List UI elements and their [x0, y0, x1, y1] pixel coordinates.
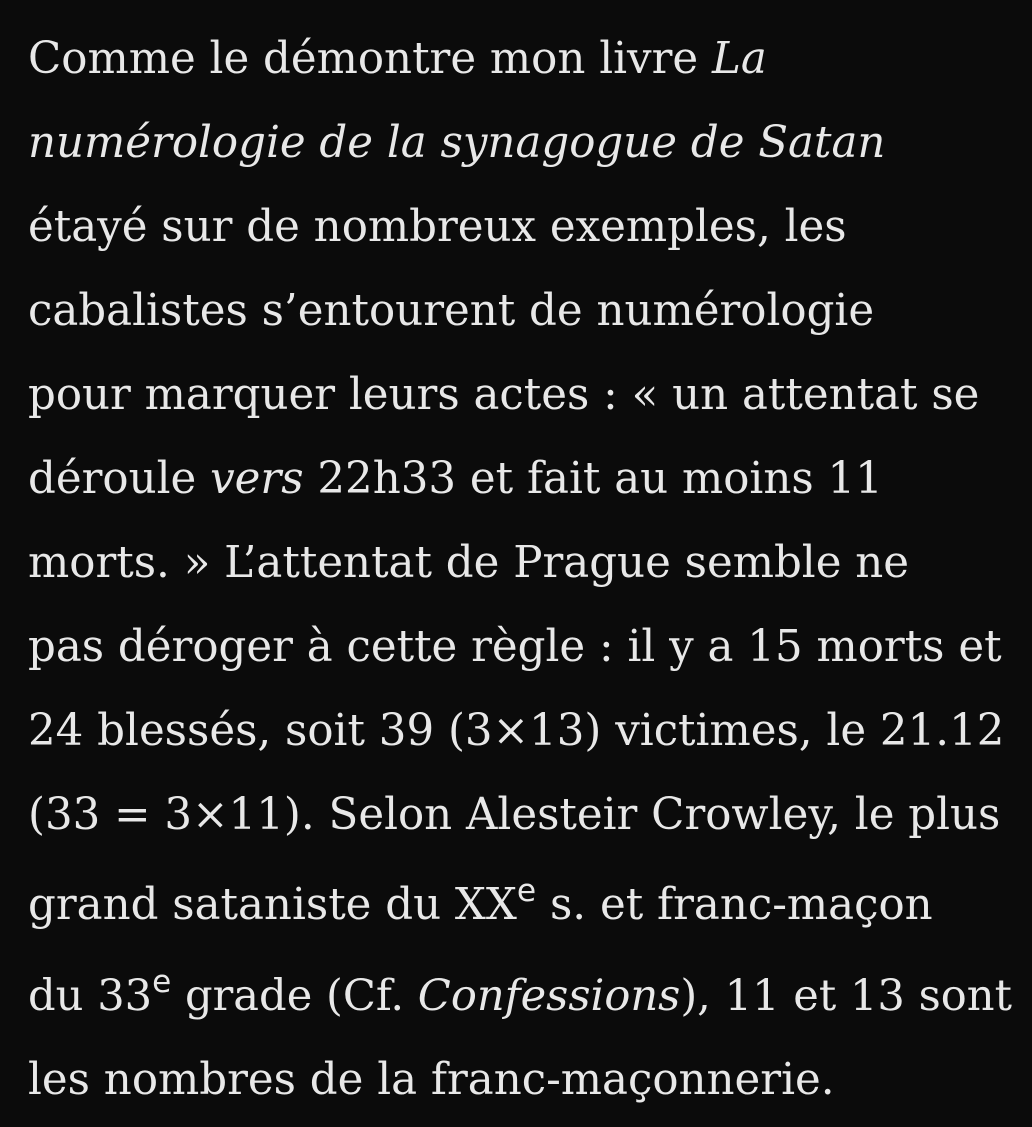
text-segment: s. et franc-maçon — [536, 880, 933, 930]
text-segment: déroule — [28, 454, 211, 504]
text-segment: 22h33 et fait au moins 11 — [303, 454, 883, 504]
superscript: e — [516, 873, 537, 909]
text-line-4 — [28, 286, 875, 336]
text-line-8 — [28, 622, 1002, 672]
superscript: e — [152, 964, 172, 1001]
text-segment: pas déroger à cette règle : il y a 15 morts et — [28, 622, 1002, 672]
text-line-3 — [28, 202, 847, 252]
text-line-10 — [28, 790, 1001, 840]
book-title-italic: numérologie de la synagogue de Satan — [28, 118, 886, 168]
text-line-2 — [28, 118, 886, 168]
book-title-italic: Confessions — [417, 971, 681, 1021]
text-segment: (33 = 3×11). Selon Alesteir Crowley, le plus — [28, 790, 1001, 840]
text-segment: du 33 — [28, 971, 153, 1021]
text-line-7 — [28, 538, 910, 588]
text-segment: morts. » L’attentat de Prague semble ne — [28, 538, 910, 588]
text-line-1 — [28, 34, 767, 84]
text-line-9 — [28, 706, 1005, 756]
italic-word: vers — [210, 454, 304, 504]
text-line-13 — [28, 1055, 835, 1105]
text-line-6 — [28, 454, 883, 504]
text-segment: grade (Cf. — [171, 971, 418, 1021]
text-segment: étayé sur de nombreux exemples, les — [28, 202, 847, 252]
text-line-11 — [28, 873, 933, 930]
text-segment: 24 blessés, soit 39 (3×13) victimes, le 21.12 — [28, 706, 1005, 756]
text-line-12 — [28, 964, 1012, 1021]
text-segment: grand sataniste du XX — [28, 880, 517, 930]
text-segment: cabalistes s’entourent de numérologie — [28, 286, 875, 336]
text-segment: ), 11 et 13 sont — [680, 971, 1012, 1021]
text-segment: Comme le démontre mon livre — [28, 34, 712, 84]
book-title-italic: La — [711, 34, 767, 84]
text-segment: les nombres de la franc-maçonnerie. — [28, 1055, 835, 1105]
text-segment: pour marquer leurs actes : « un attentat se — [28, 370, 980, 420]
text-line-5 — [28, 370, 980, 420]
